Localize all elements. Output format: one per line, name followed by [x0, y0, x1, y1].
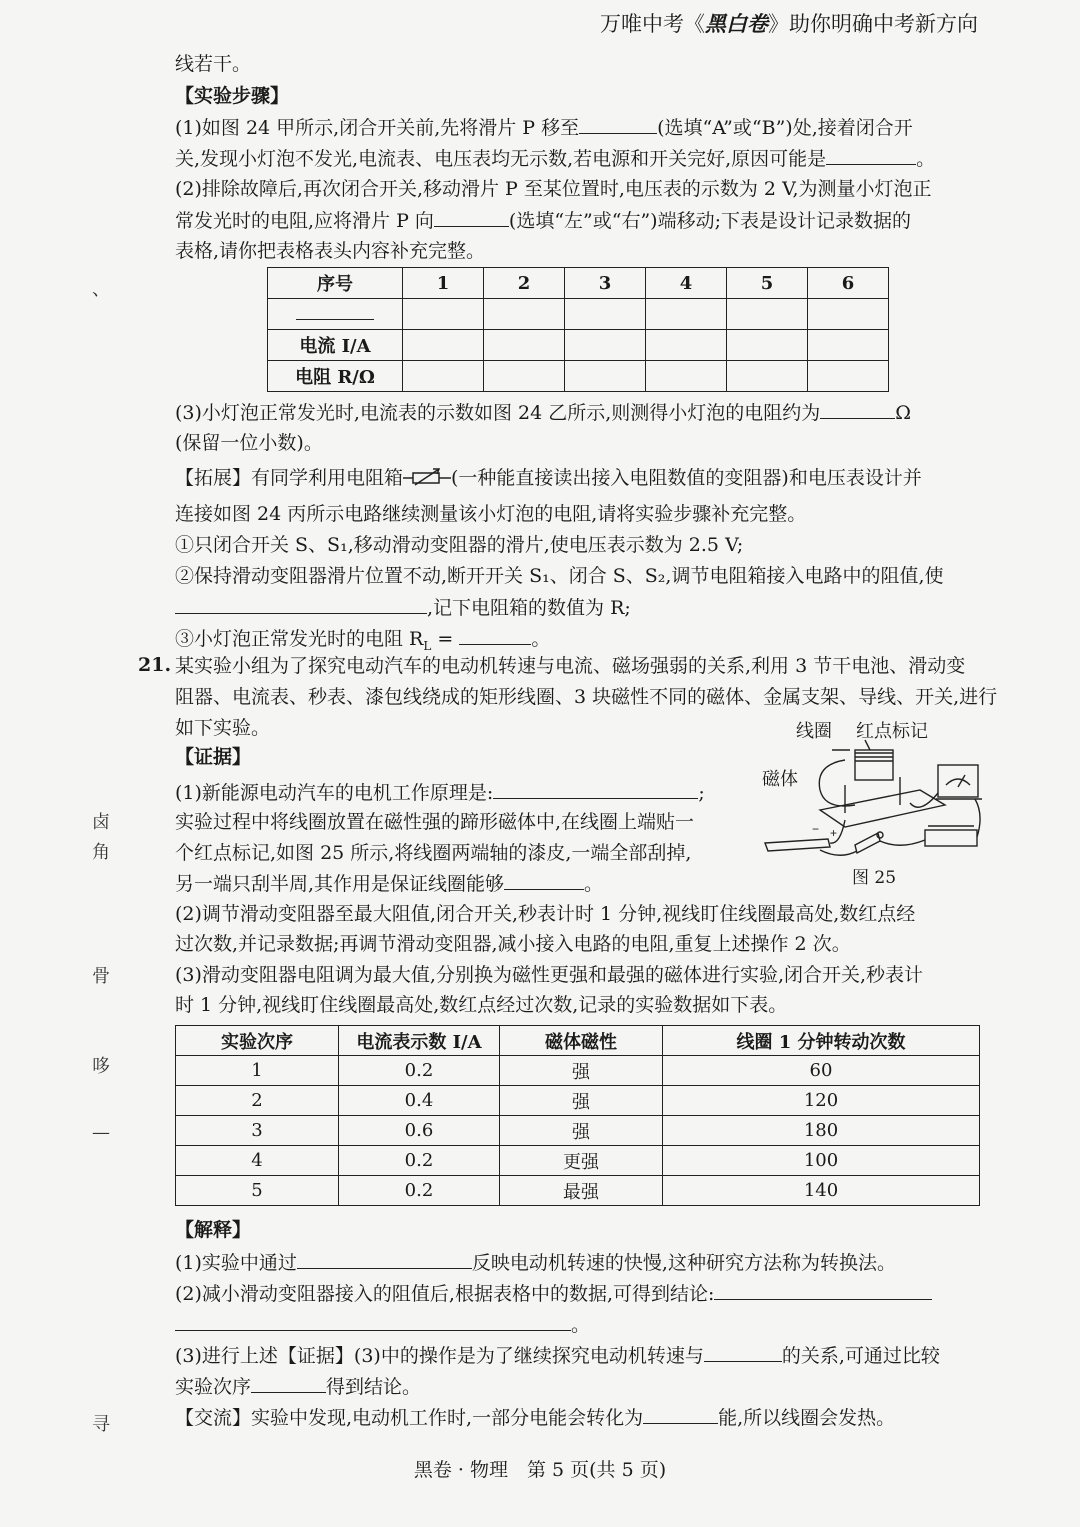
text-line: 过次数,并记录数据;再调节滑动变阻器,减小接入电路的电阻,重复上述操作 2 次。 — [175, 933, 851, 955]
answer-blank[interactable] — [459, 626, 531, 645]
table-row — [176, 1116, 980, 1146]
text-line: 另一端只刮半周,其作用是保证线圈能够 。 — [175, 873, 604, 895]
answer-blank[interactable] — [297, 1250, 472, 1269]
svg-text:+: + — [830, 826, 838, 840]
table-cell: 强 — [500, 1056, 663, 1086]
label-magnet: 磁体 — [762, 769, 798, 790]
table-cell: 140 — [663, 1176, 980, 1206]
text-line: 连接如图 24 丙所示电路继续测量该小灯泡的电阻,请将实验步骤补充完整。 — [175, 503, 807, 525]
table-cell: 最强 — [500, 1176, 663, 1206]
margin-mark: 寻 — [92, 1414, 110, 1435]
table-cell: 0.4 — [339, 1086, 500, 1116]
table-header: 4 — [646, 268, 727, 299]
text-line: 阻器、电流表、秒表、漆包线绕成的矩形线圈、3 块磁性不同的磁体、金属支架、导线、开关,进行 — [175, 686, 998, 708]
table-cell: 100 — [663, 1146, 980, 1176]
answer-blank[interactable] — [175, 1312, 571, 1331]
text-line: (3)进行上述【证据】(3)中的操作是为了继续探究电动机转速与 的关系,可通过比较 — [175, 1345, 940, 1367]
text-line: ①只闭合开关 S、S₁,移动滑动变阻器的滑片,使电压表示数为 2.5 V; — [175, 534, 744, 556]
text-line: 个红点标记,如图 25 所示,将线圈两端轴的漆皮,一端全部刮掉, — [175, 842, 692, 864]
table-header: 3 — [565, 268, 646, 299]
text-line: (1)实验中通过 反映电动机转速的快慢,这种研究方法称为转换法。 — [175, 1252, 896, 1274]
text-line: (保留一位小数)。 — [175, 432, 323, 454]
answer-blank[interactable] — [643, 1405, 718, 1424]
table-cell: 0.2 — [339, 1146, 500, 1176]
text-line: 表格,请你把表格表头内容补充完整。 — [175, 240, 486, 262]
section-heading: 【解释】 — [175, 1219, 252, 1241]
text-line: 常发光时的电阻,应将滑片 P 向 (选填“左”或“右”)端移动;下表是设计记录数据的 — [175, 210, 911, 232]
table-cell: 强 — [500, 1086, 663, 1116]
row-label: 电流 I/A — [268, 330, 403, 361]
data-table-2 — [175, 1025, 980, 1206]
answer-blank[interactable] — [493, 780, 698, 799]
table-row — [176, 1176, 980, 1206]
answer-blank[interactable] — [175, 595, 427, 614]
label-red-mark: 红点标记 — [856, 721, 928, 742]
table-cell: 1 — [176, 1056, 339, 1086]
margin-mark: 骨 — [92, 966, 110, 987]
table-cell: 0.2 — [339, 1056, 500, 1086]
text-line: ③小灯泡正常发光时的电阻 $R_L$ = 。 — [175, 628, 551, 653]
header-blank-cell[interactable] — [268, 299, 403, 330]
answer-blank[interactable] — [714, 1281, 932, 1300]
table-row — [268, 361, 889, 392]
table-cell: 0.6 — [339, 1116, 500, 1146]
answer-blank[interactable] — [704, 1343, 782, 1362]
table-header: 1 — [403, 268, 484, 299]
question-number: 21. — [138, 654, 172, 676]
text-line: (3)滑动变阻器电阻调为最大值,分别换为磁性更强和最强的磁体进行实验,闭合开关,秒表计 — [175, 964, 924, 986]
table-header: 电流表示数 I/A — [339, 1026, 500, 1056]
table-header: 序号 — [268, 268, 403, 299]
data-table-1 — [267, 267, 889, 392]
answer-blank[interactable] — [504, 871, 584, 890]
margin-mark: 、 — [92, 279, 110, 300]
answer-blank[interactable] — [820, 400, 895, 419]
figure-25 — [760, 715, 985, 890]
text-line: (3)小灯泡正常发光时,电流表的示数如图 24 乙所示,则测得小灯泡的电阻约为 Ω — [175, 402, 912, 424]
answer-blank[interactable] — [579, 115, 657, 134]
text-line: (1)新能源电动汽车的电机工作原理是: ; — [175, 782, 705, 804]
table-row — [176, 1056, 980, 1086]
table-row — [176, 1086, 980, 1116]
answer-blank[interactable] — [251, 1374, 326, 1393]
text-line: 时 1 分钟,视线盯住线圈最高处,数红点经过次数,记录的实验数据如下表。 — [175, 994, 788, 1016]
answer-blank[interactable] — [826, 146, 916, 165]
table-cell: 强 — [500, 1116, 663, 1146]
text-line: 【交流】实验中发现,电动机工作时,一部分电能会转化为 能,所以线圈会发热。 — [175, 1407, 896, 1429]
margin-mark: 角 — [92, 842, 110, 863]
text-line: 实验过程中将线圈放置在磁性强的蹄形磁体中,在线圈上端贴一 — [175, 811, 695, 833]
svg-text:−: − — [812, 822, 820, 836]
text-line: 某实验小组为了探究电动汽车的电动机转速与电流、磁场强弱的关系,利用 3 节干电池、滑动变 — [175, 655, 966, 677]
text-line: 。 — [175, 1312, 590, 1337]
table-cell: 4 — [176, 1146, 339, 1176]
section-heading: 【实验步骤】 — [175, 85, 290, 107]
table-header: 2 — [484, 268, 565, 299]
table-cell: 5 — [176, 1176, 339, 1206]
table-cell: 0.2 — [339, 1176, 500, 1206]
text-line: 实验次序 得到结论。 — [175, 1376, 422, 1398]
page-footer: 黑卷 · 物理 第 5 页(共 5 页) — [413, 1459, 667, 1481]
table-cell: 2 — [176, 1086, 339, 1116]
table-cell: 3 — [176, 1116, 339, 1146]
table-header: 线圈 1 分钟转动次数 — [663, 1026, 980, 1056]
text-line: ②保持滑动变阻器滑片位置不动,断开开关 S₁、闭合 S、S₂,调节电阻箱接入电路中的阻值,使 — [175, 565, 944, 587]
section-heading: 【证据】 — [175, 746, 252, 768]
text-line: (2)调节滑动变阻器至最大阻值,闭合开关,秒表计时 1 分钟,视线盯住线圈最高处,数红点经 — [175, 903, 916, 925]
text-line: 线若干。 — [175, 53, 252, 75]
table-row — [268, 330, 889, 361]
figure-caption: 图 25 — [852, 868, 897, 888]
text-line: 关,发现小灯泡不发光,电流表、电压表均无示数,若电源和开关完好,原因可能是 。 — [175, 148, 936, 170]
label-coil: 线圈 — [796, 721, 832, 742]
text-line: 如下实验。 — [175, 717, 271, 739]
row-label: 电阻 R/Ω — [268, 361, 403, 392]
margin-mark: 卤 — [92, 812, 110, 833]
text-line: (2)减小滑动变阻器接入的阻值后,根据表格中的数据,可得到结论: — [175, 1281, 932, 1306]
table-header: 实验次序 — [176, 1026, 339, 1056]
table-row — [268, 299, 889, 330]
page-header: 万唯中考《黑白卷》助你明确中考新方向 — [600, 12, 978, 36]
resistance-box-icon — [403, 467, 451, 487]
table-cell: 更强 — [500, 1146, 663, 1176]
table-cell: 120 — [663, 1086, 980, 1116]
table-header: 6 — [808, 268, 889, 299]
text-line: 【拓展】有同学利用电阻箱 (一种能直接读出接入电阻数值的变阻器)和电压表设计并 — [175, 467, 922, 489]
table-header: 磁体磁性 — [500, 1026, 663, 1056]
table-cell: 180 — [663, 1116, 980, 1146]
table-row — [176, 1146, 980, 1176]
margin-mark: — — [92, 1122, 110, 1143]
text-line: (2)排除故障后,再次闭合开关,移动滑片 P 至某位置时,电压表的示数为 2 V,为测量小灯泡正 — [175, 178, 932, 200]
margin-mark: 哆 — [92, 1056, 110, 1077]
text-line: ,记下电阻箱的数值为 R; — [175, 595, 631, 620]
table-header: 5 — [727, 268, 808, 299]
text-line: (1)如图 24 甲所示,闭合开关前,先将滑片 P 移至 (选填“A”或“B”)处,接着闭合开 — [175, 117, 913, 139]
answer-blank[interactable] — [434, 208, 509, 227]
table-cell: 60 — [663, 1056, 980, 1086]
